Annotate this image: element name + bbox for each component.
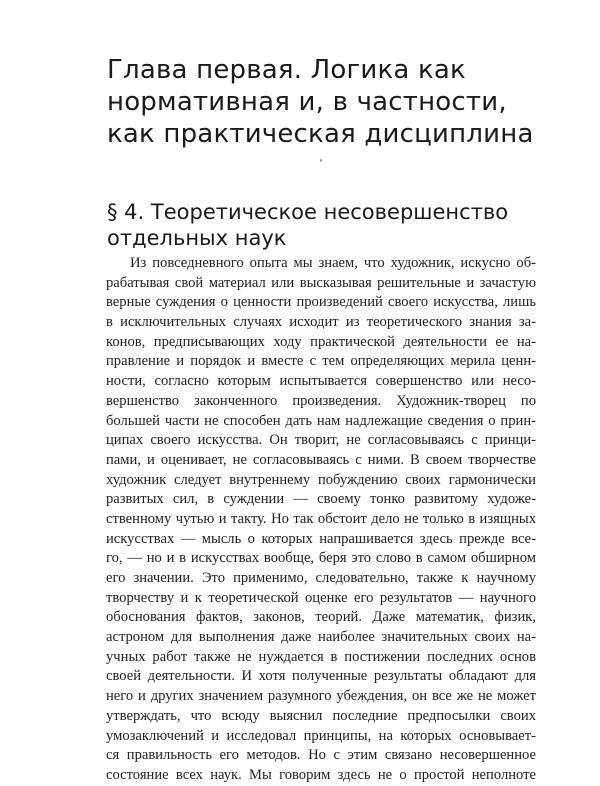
- body-paragraph: [106, 254, 536, 786]
- body-line: большей части не способен дать нам надлежащие сведения о прин-: [106, 412, 536, 429]
- body-line: ципах своего искусства. Он творит, не согласовываясь с принци-: [106, 432, 536, 449]
- print-speck: [320, 159, 322, 162]
- body-line: правление и порядок и вместе с тем определяющих мерила ценн-: [106, 353, 536, 370]
- body-line: ственному чутью и такту. Но так обстоит дело не только в изящных: [106, 510, 536, 527]
- body-line: пами, и оценивает, не согласовываясь с ними. В своем творчестве: [106, 451, 536, 468]
- section-title-line: § 4. Теоретическое несовершенство: [107, 200, 509, 224]
- body-line: утверждать, что всюду выяснил последние предпосылки своих: [106, 707, 536, 724]
- body-line: астроном для выполнения даже наиболее значительных своих на-: [106, 629, 536, 646]
- body-line: го, — но и в искусствах вообще, беря это слово в самом обширном: [106, 550, 536, 567]
- body-line: Из повседневного опыта мы знаем, что художник, искусно об-: [130, 255, 536, 271]
- chapter-title-line: Глава первая. Логика как: [107, 55, 466, 85]
- chapter-title-line: как практическая дисциплина: [107, 119, 534, 149]
- chapter-title-line: нормативная и, в частности,: [107, 87, 507, 117]
- body-line: него и других значением разумного убеждения, он все же не может: [106, 688, 536, 705]
- chapter-title: [107, 54, 547, 150]
- body-line: конов, предписывающих ходу практической деятельности ее на-: [106, 333, 536, 350]
- body-line: ся правильность его методов. Но с этим связано несовершенное: [106, 747, 536, 764]
- body-line: в исключительных случаях исходит из теоретического знания за-: [106, 314, 536, 331]
- body-line: своей деятельности. И хотя полученные результаты обладают для: [106, 668, 536, 685]
- body-line: состояние всех наук. Мы говорим здесь не о простой неполноте: [106, 766, 536, 783]
- body-line: развитых сил, в суждении — своему тонко развитому художе-: [106, 491, 536, 508]
- body-line: ности, согласно которым испытывается совершенство или несо-: [106, 373, 536, 390]
- body-line: учных работ также не нуждается в постижении последних основ: [106, 648, 536, 665]
- section-title-line: отдельных наук: [107, 226, 287, 250]
- body-line: вершенство законченного произведения. Художник-творец по: [106, 392, 536, 409]
- body-line: его значении. Это применимо, следовательно, также к научному: [106, 570, 536, 586]
- body-line: творчеству и к теоретической оценке его результатов — научного: [106, 589, 536, 606]
- section-title: [107, 199, 547, 251]
- body-line: искусствах — мысль о которых напрашивается здесь прежде все-: [106, 530, 536, 547]
- body-line: художник следует внутреннему побуждению своих гармонически: [106, 471, 536, 488]
- body-line: умозаключений и исследовал принципы, на которых основывает-: [106, 727, 536, 744]
- body-line: обоснования фактов, законов, теорий. Даже математик, физик,: [106, 609, 536, 626]
- body-line: верные суждения о ценности произведений своего искусства, лишь: [106, 294, 536, 311]
- body-line: рабатывая свой материал или высказывая решительные и зачастую: [106, 274, 536, 291]
